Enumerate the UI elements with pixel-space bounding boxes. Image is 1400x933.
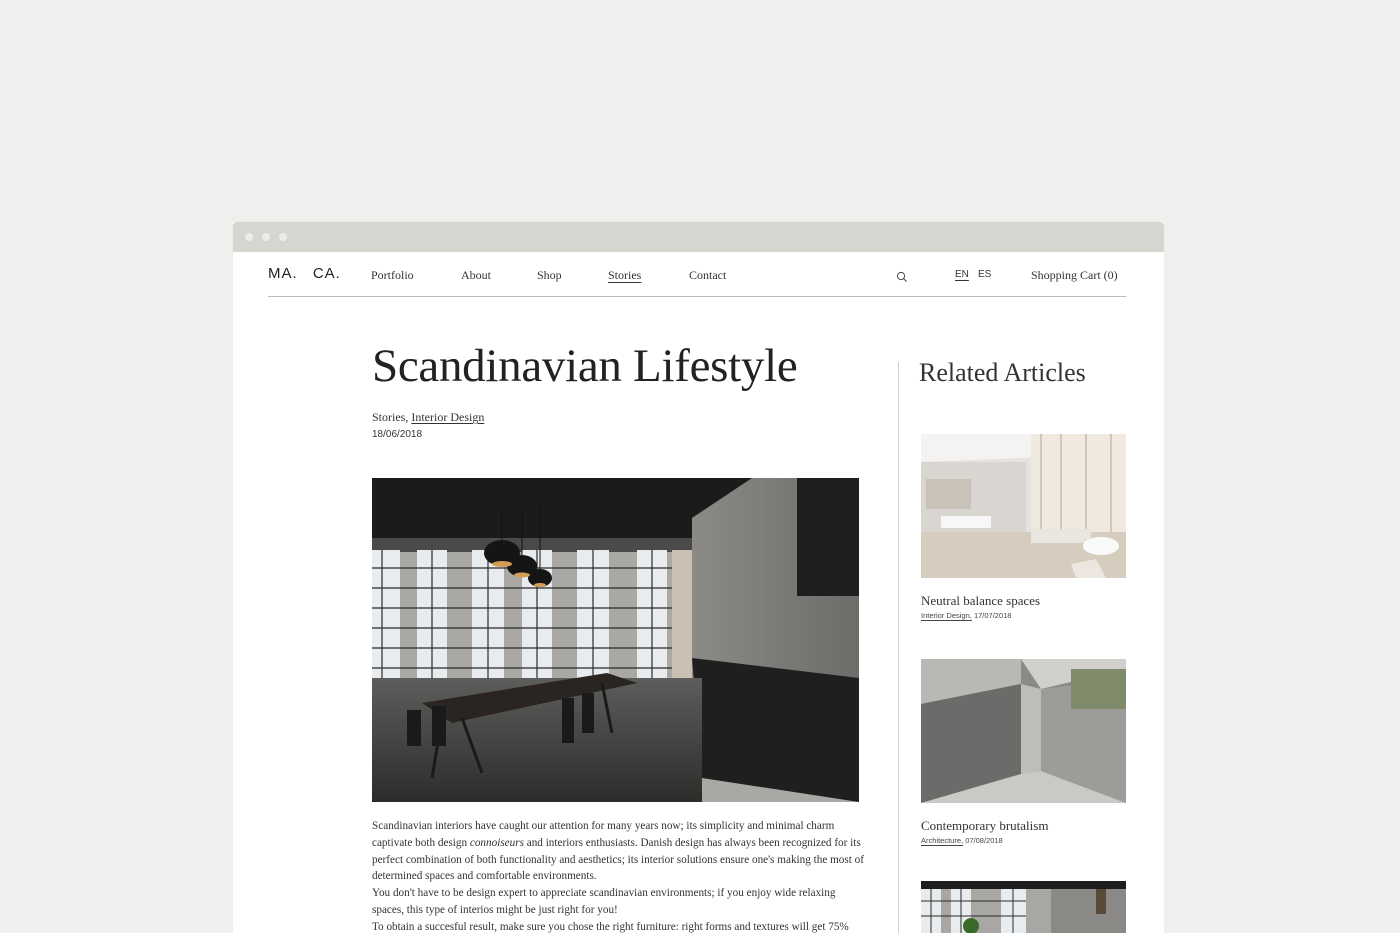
- related-card-image-2[interactable]: [921, 659, 1126, 803]
- article-title: Scandinavian Lifestyle: [372, 340, 798, 392]
- related-card-title-2[interactable]: Contemporary brutalism: [921, 818, 1049, 833]
- article-category-link[interactable]: Interior Design: [411, 410, 485, 424]
- related-card-image-1[interactable]: [921, 434, 1126, 578]
- window-minimize-dot[interactable]: [262, 233, 270, 241]
- logo-right-text: CA.: [312, 265, 341, 282]
- article-paragraph-1: [372, 818, 864, 885]
- loft-photo: [921, 881, 1126, 933]
- nav-shop[interactable]: Shop: [537, 268, 562, 282]
- related-card-meta-1: [921, 611, 1011, 620]
- related-card-category-1[interactable]: Interior Design,: [921, 611, 972, 620]
- bathroom-photo: [921, 434, 1126, 578]
- window-titlebar: [233, 222, 1164, 252]
- window-maximize-dot[interactable]: [279, 233, 287, 241]
- nav-divider: [268, 296, 1126, 297]
- nav-stories[interactable]: Stories: [608, 268, 642, 282]
- site-logo[interactable]: [268, 265, 341, 282]
- browser-window: [233, 222, 1164, 933]
- related-card-meta-2: [921, 836, 1003, 845]
- nav-contact[interactable]: Contact: [689, 268, 727, 282]
- related-card-category-2[interactable]: Architecture,: [921, 836, 964, 845]
- paragraph1-emphasis: connoiseurs: [469, 836, 524, 849]
- top-navigation: [233, 252, 1164, 297]
- article-categories: [372, 410, 484, 425]
- related-card-date-2: 07/08/2018: [963, 836, 1003, 845]
- related-card-image-3[interactable]: [921, 881, 1126, 933]
- window-close-dot[interactable]: [245, 233, 253, 241]
- nav-about[interactable]: About: [461, 268, 491, 282]
- language-en[interactable]: EN: [955, 269, 969, 280]
- related-card-date-1: 17/07/2018: [971, 611, 1012, 620]
- article-hero-image: [372, 478, 859, 802]
- paragraph1-text-start: Scandinavian interiors have caught our attention for many years now; its simplicity and minimal charm captivate both design: [372, 820, 835, 849]
- logo-left-text: MA.: [268, 265, 298, 282]
- brutalism-photo: [921, 659, 1126, 803]
- shopping-cart-link[interactable]: Shopping Cart (0): [1031, 268, 1118, 282]
- search-icon[interactable]: [896, 271, 908, 283]
- kitchen-photo: [372, 478, 859, 802]
- article-category-plain: Stories,: [372, 410, 412, 424]
- article-paragraph-2: You don't have to be design expert to appreciate scandinavian environments; if you enjoy wide relaxing spaces, this type of interios might be just right for you!: [372, 887, 836, 916]
- paragraph1-text-end: and interiors enthusiasts. Danish design has always been recognized for its perfect combination of both functionality and aesthetics; its interior solutions ensure one's making the most of determined spaces and comfortable environments.: [372, 836, 864, 883]
- article-date: 18/06/2018: [372, 429, 423, 440]
- language-es[interactable]: ES: [978, 269, 992, 280]
- related-articles-heading: Related Articles: [919, 358, 1086, 387]
- related-card-title-1[interactable]: Neutral balance spaces: [921, 593, 1041, 608]
- sidebar-divider: [898, 362, 899, 933]
- article-body: [372, 818, 864, 933]
- nav-portfolio[interactable]: Portfolio: [371, 268, 414, 282]
- article-paragraph-3: To obtain a succesful result, make sure you chose the right furniture: right forms and textures will get 75%: [372, 920, 849, 933]
